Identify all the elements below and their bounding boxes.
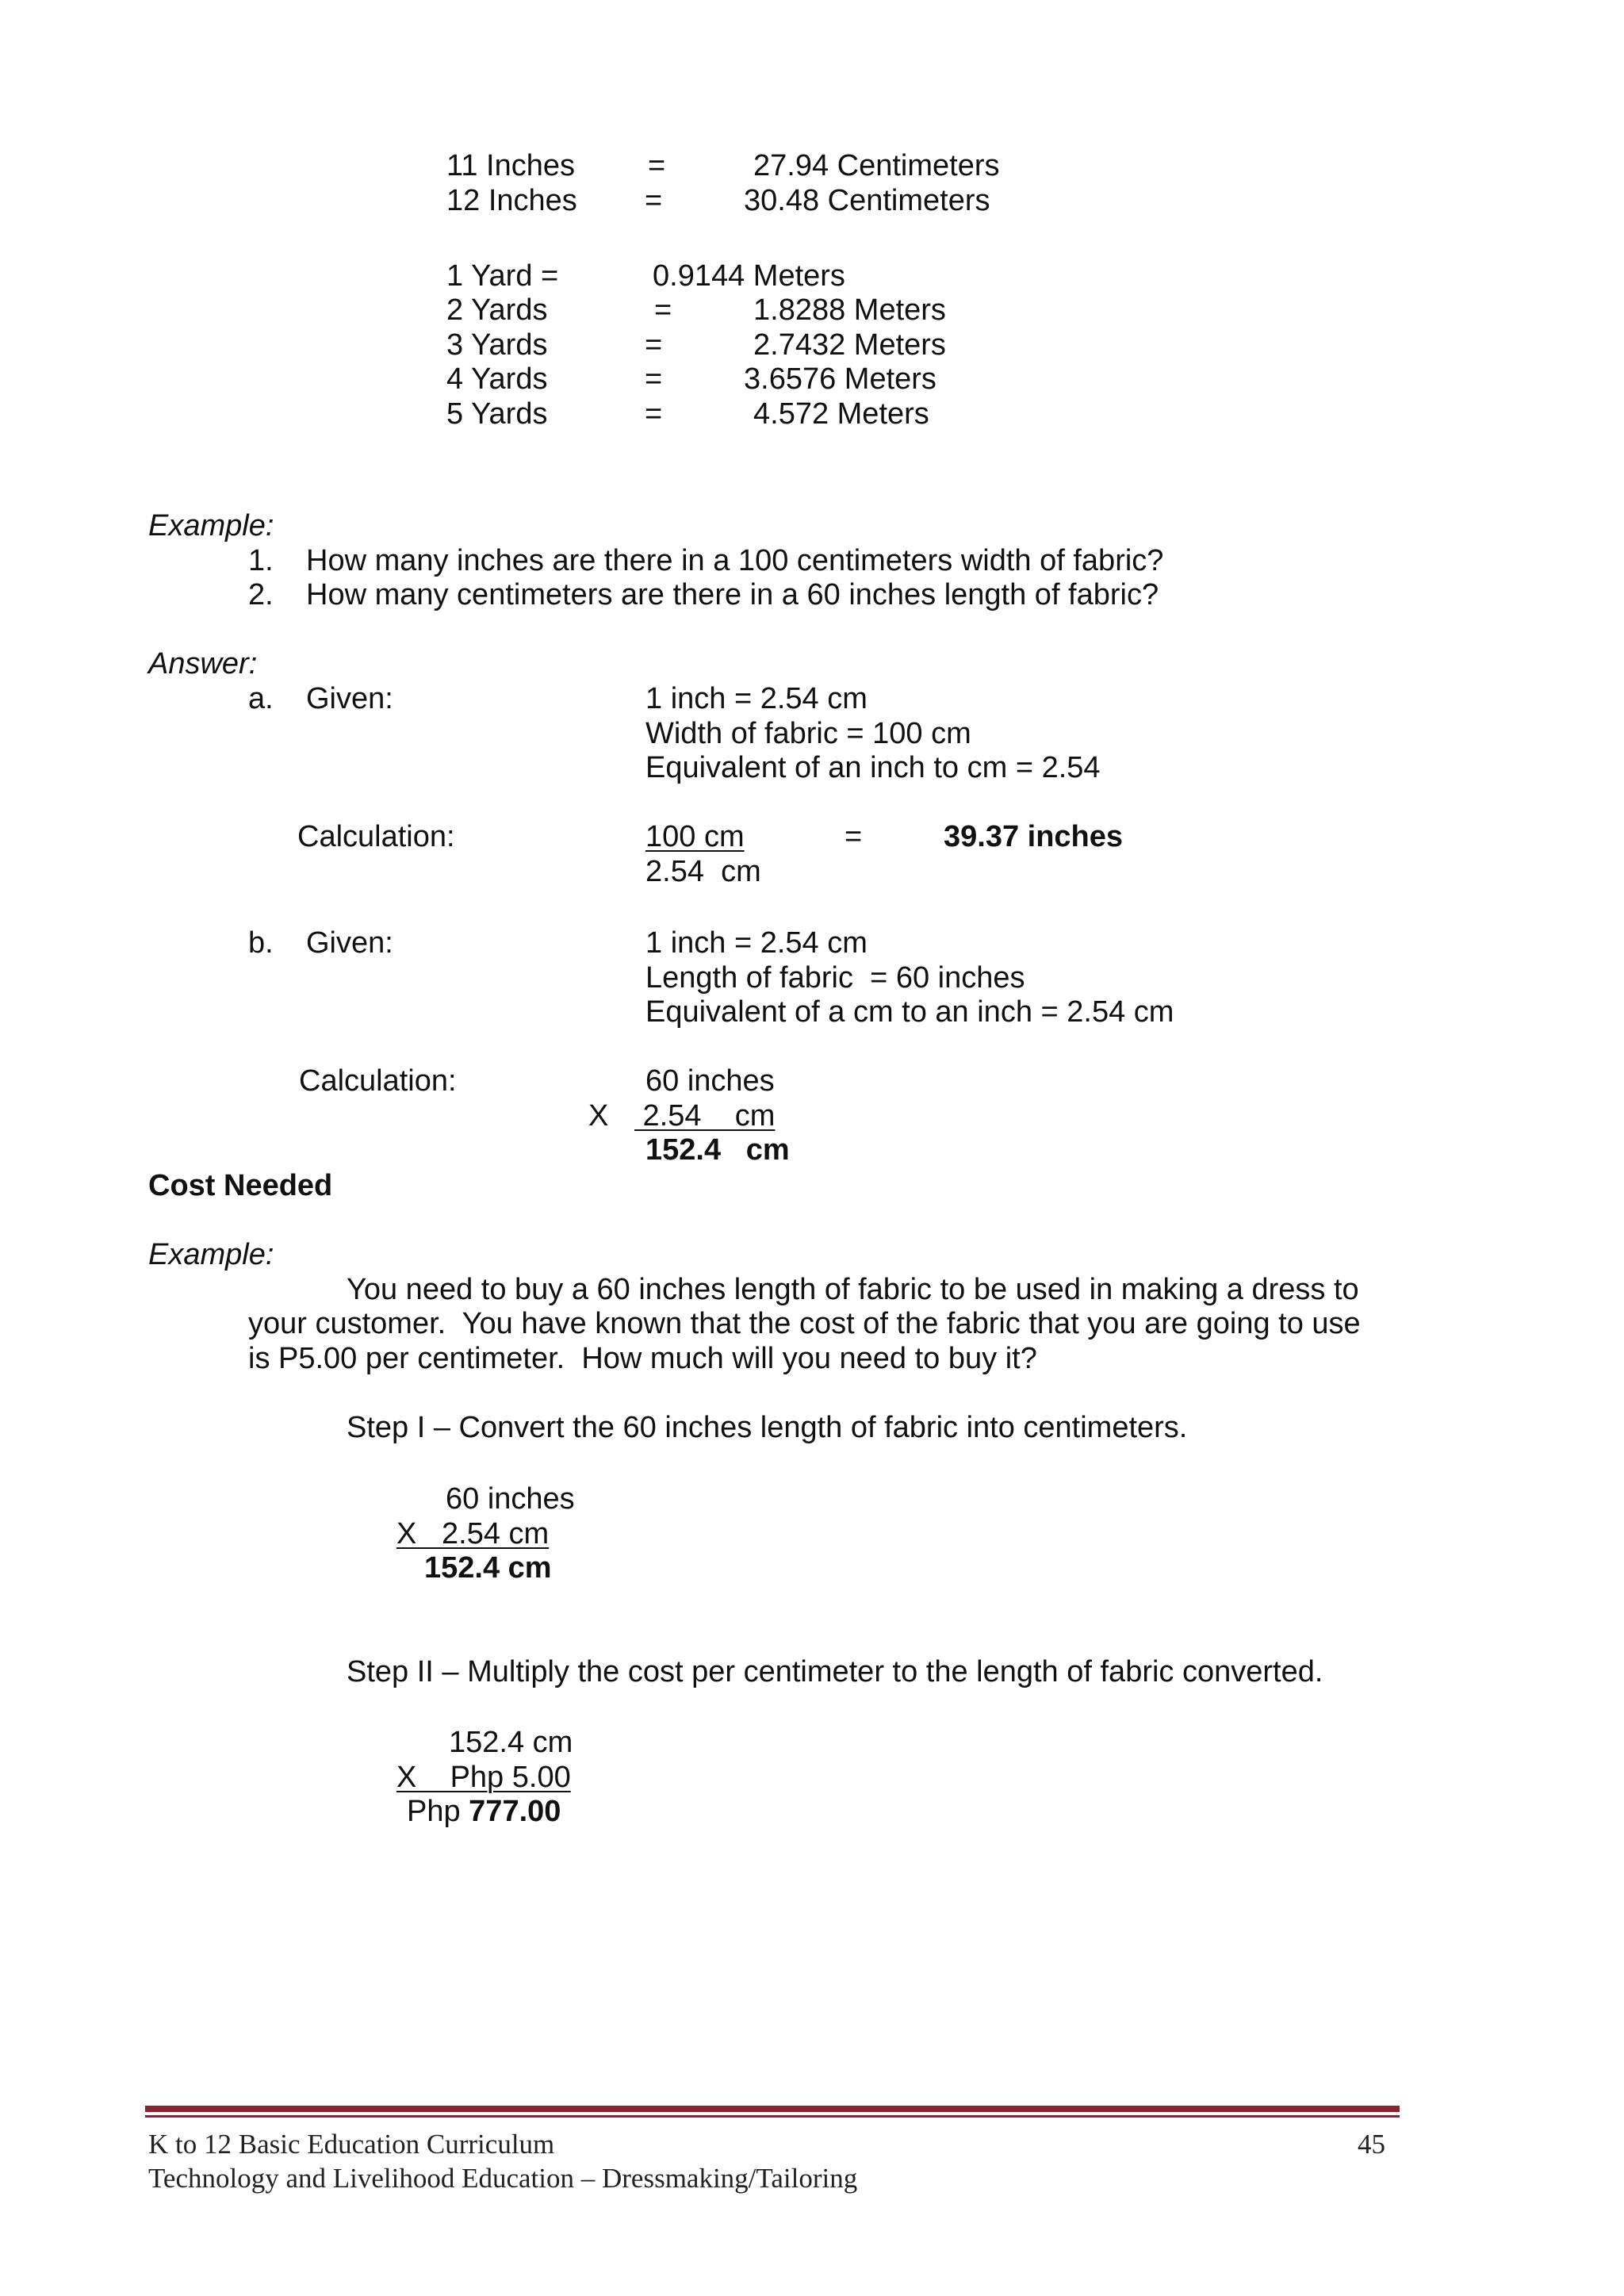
- conversion-value: 2.7432 Meters: [753, 328, 946, 362]
- conversion-equals: =: [648, 149, 666, 182]
- footer-curriculum: K to 12 Basic Education Curriculum: [148, 2129, 555, 2160]
- conversion-unit: 3 Yards: [446, 328, 548, 362]
- cost-value: 777.00: [469, 1795, 561, 1828]
- paragraph-line: your customer. You have known that the cost of the fabric that you are going to use: [248, 1307, 1361, 1340]
- conversion-equals: =: [654, 293, 672, 327]
- cost-result: [407, 1796, 561, 1826]
- calculation-label: Calculation:: [297, 820, 455, 853]
- equals-sign: =: [845, 820, 863, 853]
- example-label: Example:: [148, 509, 274, 542]
- given-line: Width of fabric = 100 cm: [645, 717, 971, 750]
- multiplication-line: X 2.54 cm: [396, 1517, 550, 1550]
- given-line: 1 inch = 2.54 cm: [645, 926, 868, 960]
- multiplication-line: 60 inches: [645, 1064, 775, 1098]
- section-heading: Cost Needed: [148, 1169, 333, 1202]
- conversion-equals: =: [645, 362, 663, 396]
- given-line: Equivalent of a cm to an inch = 2.54 cm: [645, 995, 1174, 1029]
- conversion-value: 0.9144 Meters: [653, 259, 845, 293]
- conversion-unit: 1 Yard =: [446, 259, 559, 293]
- fraction-denominator: 2.54 cm: [645, 855, 761, 888]
- fraction-numerator: 100 cm: [645, 820, 745, 853]
- currency-prefix: Php: [407, 1795, 469, 1828]
- conversion-value: 3.6576 Meters: [744, 362, 936, 396]
- question-number: 2.: [248, 578, 274, 611]
- conversion-unit: 11 Inches: [446, 149, 575, 182]
- answer-letter: a.: [248, 682, 274, 715]
- given-line: Length of fabric = 60 inches: [645, 961, 1025, 995]
- paragraph-line: is P5.00 per centimeter. How much will you need to buy it?: [248, 1342, 1037, 1375]
- answer-letter: b.: [248, 926, 274, 960]
- multiplication-line: 60 inches: [446, 1482, 575, 1516]
- given-label: Given:: [306, 926, 393, 960]
- page-number: 45: [1358, 2129, 1385, 2160]
- conversion-value: 30.48 Centimeters: [744, 184, 990, 217]
- example-label: Example:: [148, 1238, 274, 1271]
- multiplication-line: X Php 5.00: [396, 1761, 571, 1794]
- calculation-result: 39.37 inches: [944, 820, 1124, 853]
- conversion-unit: 4 Yards: [446, 362, 548, 396]
- given-line: 1 inch = 2.54 cm: [645, 682, 868, 715]
- paragraph-line: You need to buy a 60 inches length of fabric to be used in making a dress to: [347, 1273, 1359, 1306]
- multiplication-line: 2.54 cm: [634, 1099, 776, 1133]
- given-line: Equivalent of an inch to cm = 2.54: [645, 751, 1101, 784]
- question-number: 1.: [248, 544, 274, 577]
- multiplication-line: 152.4 cm: [449, 1726, 573, 1759]
- footer-rule: [145, 2106, 1400, 2112]
- footer-subject: Technology and Livelihood Education – Dressmaking/Tailoring: [148, 2163, 858, 2194]
- multiply-sign: X: [588, 1099, 609, 1133]
- multiplication-result: 152.4 cm: [424, 1551, 552, 1585]
- multiplication-result: 152.4 cm: [645, 1133, 790, 1167]
- conversion-value: 4.572 Meters: [753, 397, 929, 431]
- conversion-unit: 12 Inches: [446, 184, 577, 217]
- conversion-value: 27.94 Centimeters: [753, 149, 1000, 182]
- footer-rule-thin: [145, 2115, 1400, 2118]
- conversion-equals: =: [645, 328, 663, 362]
- conversion-value: 1.8288 Meters: [753, 293, 946, 327]
- step-title: Step I – Convert the 60 inches length of fabric into centimeters.: [347, 1411, 1188, 1444]
- given-label: Given:: [306, 682, 393, 715]
- conversion-equals: =: [645, 184, 663, 217]
- question-text: How many centimeters are there in a 60 inches length of fabric?: [306, 578, 1159, 611]
- question-text: How many inches are there in a 100 centimeters width of fabric?: [306, 544, 1164, 577]
- step-title: Step II – Multiply the cost per centimeter to the length of fabric converted.: [347, 1655, 1323, 1688]
- answer-label: Answer:: [148, 647, 258, 680]
- conversion-unit: 2 Yards: [446, 293, 548, 327]
- conversion-equals: =: [645, 397, 663, 431]
- conversion-unit: 5 Yards: [446, 397, 548, 431]
- calculation-label: Calculation:: [299, 1064, 457, 1098]
